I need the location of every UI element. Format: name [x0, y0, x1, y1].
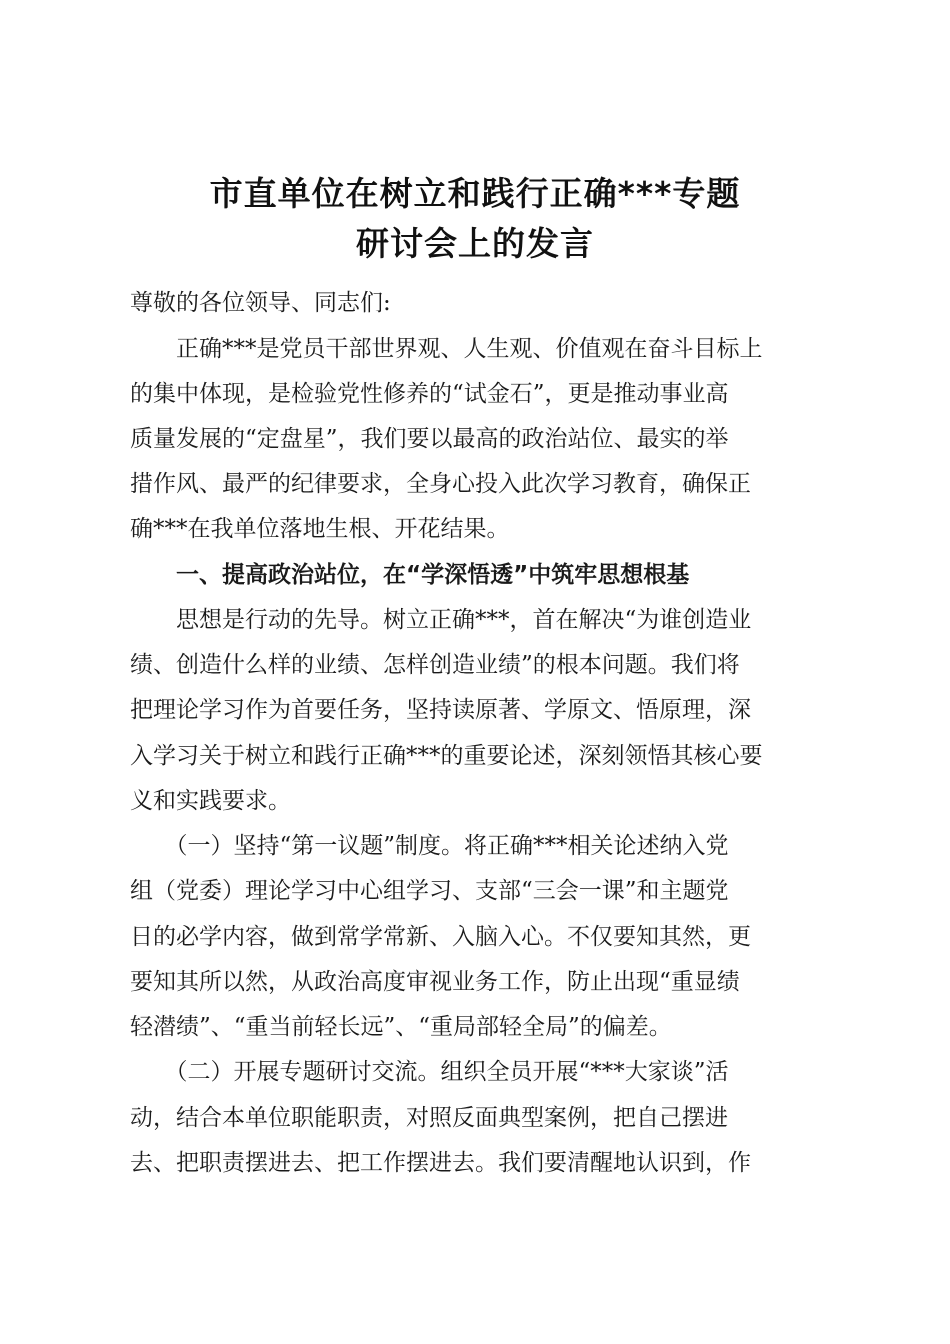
paragraph-line: 日的必学内容，做到常学常新、入脑入心。不仅要知其然，更: [130, 924, 751, 950]
paragraph-line: 轻潜绩”、“重当前轻长远”、“重局部轻全局”的偏差。: [130, 1014, 672, 1040]
paragraph-line: 质量发展的“定盘星”，我们要以最高的政治站位、最实的举: [130, 426, 729, 452]
paragraph-line: 去、把职责摆进去、把工作摆进去。我们要清醒地认识到，作: [130, 1150, 751, 1176]
document-title-line-2: [0, 218, 950, 265]
paragraph-line: 入学习关于树立和践行正确***的重要论述，深刻领悟其核心要: [130, 743, 763, 769]
paragraph-line: 要知其所以然，从政治高度审视业务工作，防止出现“重显绩: [130, 969, 740, 995]
paragraph-line: 组（党委）理论学习中心组学习、支部“三会一课”和主题党: [130, 878, 729, 904]
paragraph-line: （一）坚持“第一议题”制度。将正确***相关论述纳入党: [130, 833, 729, 859]
title-text: 研讨会上的发言: [356, 224, 594, 263]
paragraph-line: 思想是行动的先导。树立正确***，首在解决“为谁创造业: [130, 607, 752, 633]
salutation: 尊敬的各位领导、同志们:: [130, 290, 391, 316]
title-text: 市直单位在树立和践行正确***专题: [209, 174, 741, 213]
paragraph-line: （二）开展专题研讨交流。组织全员开展“***大家谈”活: [130, 1059, 729, 1085]
paragraph-line: 把理论学习作为首要任务，坚持读原著、学原文、悟原理，深: [130, 697, 751, 723]
paragraph-line: 动，结合本单位职能职责，对照反面典型案例，把自己摆进: [130, 1105, 728, 1131]
paragraph-line: 义和实践要求。: [130, 788, 291, 814]
paragraph-line: 的集中体现，是检验党性修养的“试金石”，更是推动事业高: [130, 381, 729, 407]
document-title-line-1: [0, 168, 950, 215]
paragraph-line: 正确***是党员干部世界观、人生观、价值观在奋斗目标上: [130, 336, 763, 362]
section-heading: 一、提高政治站位，在“学深悟透”中筑牢思想根基: [130, 562, 690, 588]
paragraph-line: 措作风、最严的纪律要求，全身心投入此次学习教育，确保正: [130, 471, 751, 497]
paragraph-line: 确***在我单位落地生根、开花结果。: [130, 516, 510, 542]
paragraph-line: 绩、创造什么样的业绩、怎样创造业绩”的根本问题。我们将: [130, 652, 740, 678]
